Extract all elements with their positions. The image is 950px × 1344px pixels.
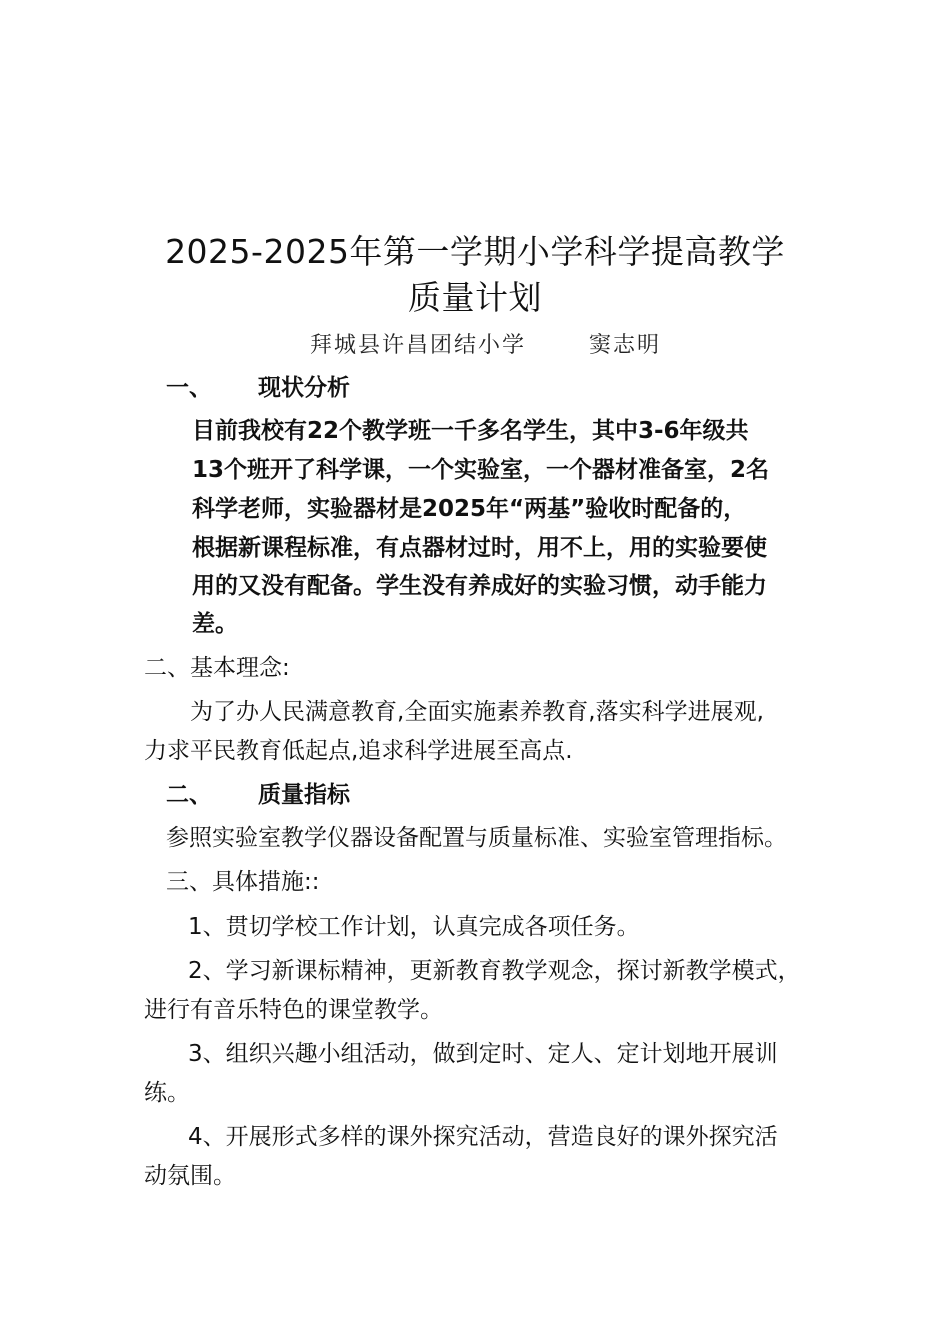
section3-text: 参照实验室教学仪器设备配置与质量标准、实验室管理指标。 [166, 825, 787, 851]
section2-line-1: 为了办人民满意教育,全面实施素养教育,落实科学进展观, [190, 699, 764, 725]
section1-line-5: 用的又没有配备。学生没有养成好的实验习惯，动手能力 [192, 573, 767, 599]
measure-item-2-line2: 进行有音乐特色的课堂教学。 [144, 997, 443, 1023]
section2-line-2: 力求平民教育低起点,追求科学进展至高点. [144, 738, 573, 764]
section1-line-6: 差。 [192, 611, 238, 637]
measure-item-3-line2: 练。 [144, 1080, 190, 1106]
section2-heading: 二、基本理念: [144, 655, 290, 681]
measure-item-4-line2: 动氛围。 [144, 1163, 236, 1189]
section1-number: 一、 [166, 375, 212, 401]
section4-heading: 三、具体措施:: [166, 869, 320, 895]
document-title-line2: 质量计划 [408, 278, 542, 317]
section1-line-4: 根据新课程标准，有点器材过时，用不上，用的实验要使 [192, 535, 767, 561]
measure-item-1: 1、贯切学校工作计划，认真完成各项任务。 [188, 914, 640, 940]
section3-heading: 质量指标 [258, 782, 350, 808]
section1-line-1: 目前我校有22个教学班一千多名学生，其中3-6年级共 [192, 418, 749, 444]
measure-item-3-line1: 3、组织兴趣小组活动，做到定时、定人、定计划地开展训 [188, 1041, 778, 1067]
section1-heading: 现状分析 [258, 375, 350, 401]
measure-item-2-line1: 2、学习新课标精神，更新教育教学观念，探讨新教学模式， [188, 958, 801, 984]
measure-item-4-line1: 4、开展形式多样的课外探究活动，营造良好的课外探究活 [188, 1124, 778, 1150]
author-line: 拜城县许昌团结小学 窦志明 [310, 333, 661, 358]
section1-line-3: 科学老师，实验器材是2025年“两基”验收时配备的， [192, 496, 747, 522]
section3-number: 二、 [166, 782, 212, 808]
section1-line-2: 13个班开了科学课，一个实验室，一个器材准备室，2名 [192, 457, 770, 483]
document-title-line1: 2025-2025年第一学期小学科学提高教学 [165, 232, 785, 271]
